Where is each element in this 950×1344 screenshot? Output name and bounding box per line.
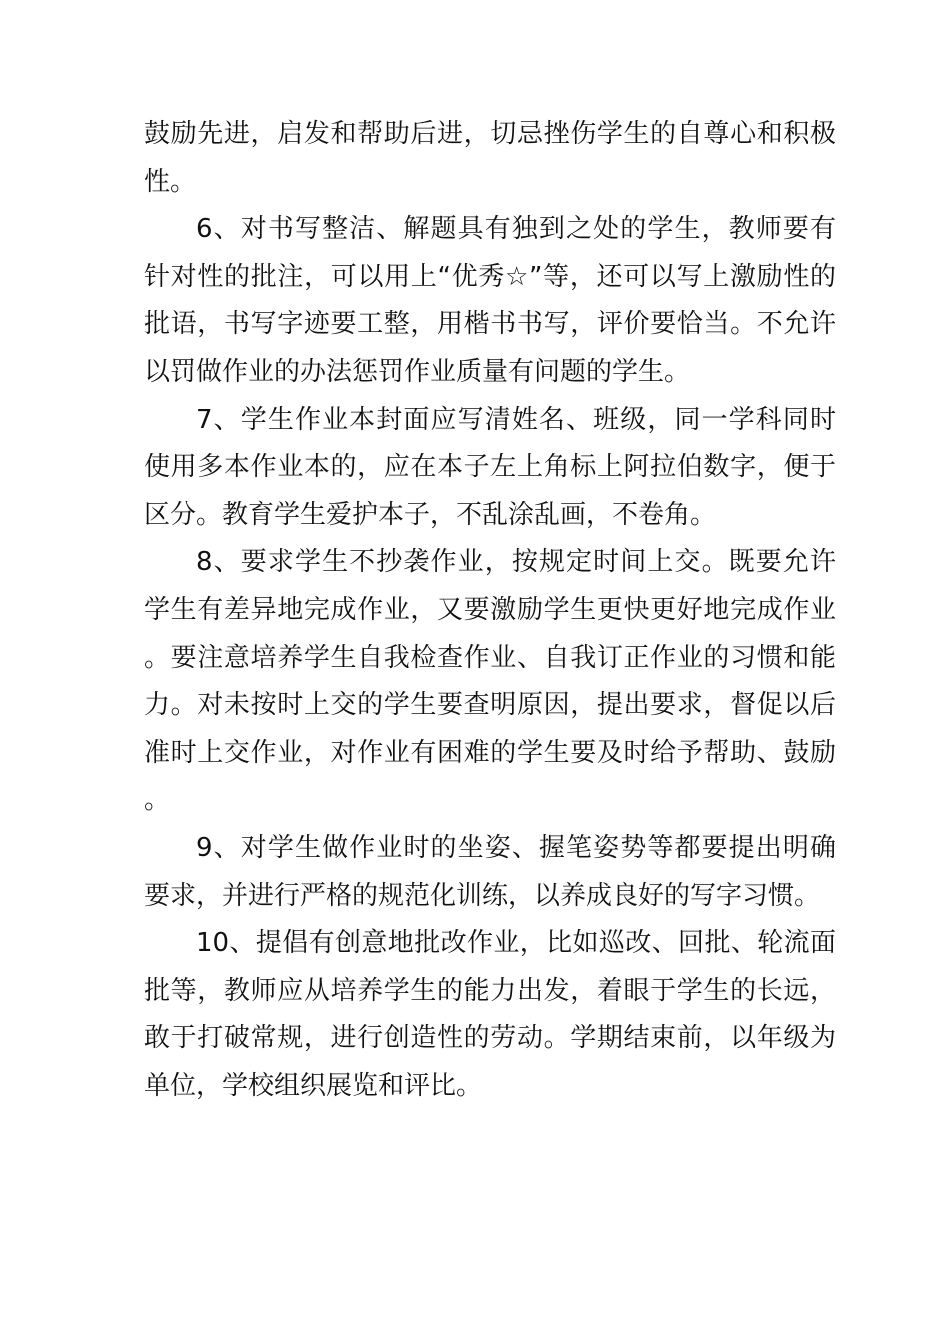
document-body: [144, 111, 836, 1110]
paragraph-item-7: 7、学生作业本封面应写清姓名、班级，同一学科同时使用多本作业本的，应在本子左上角标上阿拉伯数字，便于区分。教育学生爱护本子，不乱涂乱画，不卷角。: [144, 404, 836, 530]
paragraph-item-9: 9、对学生做作业时的坐姿、握笔姿势等都要提出明确要求，并进行严格的规范化训练，以养成良好的写字习惯。: [144, 832, 836, 911]
paragraph-item-10: 10、提倡有创意地批改作业，比如巡改、回批、轮流面批等，教师应从培养学生的能力出发，着眼于学生的长远，敢于打破常规，进行创造性的劳动。学期结束前，以年级为单位，学校组织展览和评比。: [144, 928, 836, 1101]
paragraph-item-6: 6、对书写整洁、解题具有独到之处的学生，教师要有针对性的批注，可以用上“优秀☆”等，还可以写上激励性的批语，书写字迹要工整，用楷书书写，评价要恰当。不允许以罚做作业的办法惩罚作业质量有问题的学生。: [144, 214, 836, 387]
paragraph-continuation: 鼓励先进，启发和帮助后进，切忌挫伤学生的自尊心和积极性。: [144, 119, 836, 197]
paragraph-item-8: 8、要求学生不抄袭作业，按规定时间上交。既要允许学生有差异地完成作业，又要激励学生更快更好地完成作业。要注意培养学生自我检查作业、自我订正作业的习惯和能力。对未按时上交的学生要查明原因，提出要求，督促以后准时上交作业，对作业有困难的学生要及时给予帮助、鼓励。: [144, 547, 836, 816]
